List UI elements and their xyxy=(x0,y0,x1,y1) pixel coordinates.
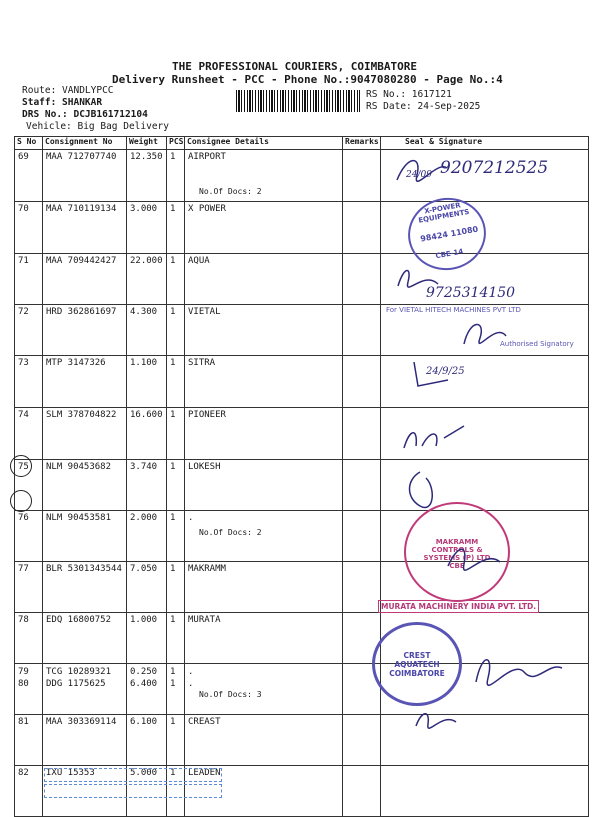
cell-consignment: MAA 709442427 xyxy=(43,254,127,305)
table-row xyxy=(15,202,589,254)
stamp-crest: CREST AQUATECH COIMBATORE xyxy=(372,622,462,706)
cell-remarks xyxy=(343,511,381,562)
cell-pcs: 1 xyxy=(167,305,185,356)
runsheet-table xyxy=(14,136,589,817)
cell-consignee: VIETAL xyxy=(185,305,343,356)
cell-consignment: NLM 90453682 xyxy=(43,460,127,511)
cell-sno: 69 xyxy=(15,150,43,202)
cell-sno: 81 xyxy=(15,715,43,766)
signature-pioneer xyxy=(400,420,470,456)
stamp-murata: MURATA MACHINERY INDIA PVT. LTD. xyxy=(378,600,539,613)
cell-sno: 71 xyxy=(15,254,43,305)
cell-remarks xyxy=(343,254,381,305)
cell-weight: 16.600 xyxy=(127,408,167,460)
col-seal: Seal & Signature xyxy=(381,137,589,150)
cell-consignment: EDQ 16800752 xyxy=(43,613,127,664)
cell-weight: 5.000 xyxy=(127,766,167,817)
table-row xyxy=(15,715,589,766)
stamp-xpower: X-POWER EQUIPMENTS 98424 11080 CBE-14 xyxy=(402,192,491,276)
cell-remarks xyxy=(343,562,381,613)
cell-pcs: 1 xyxy=(167,150,185,202)
cell-consignee: MURATA xyxy=(185,613,343,664)
cell-consignee: X POWER xyxy=(185,202,343,254)
cell-sno: 74 xyxy=(15,408,43,460)
cell-consignment: TCG 10289321 DDG 1175625 xyxy=(43,664,127,715)
cell-pcs: 1 xyxy=(167,408,185,460)
cell-pcs: 1 xyxy=(167,254,185,305)
handwritten-phone-1: 9207212525 xyxy=(440,158,549,178)
cell-consignment: IXU 15353 xyxy=(43,766,127,817)
cell-consignment: HRD 362861697 xyxy=(43,305,127,356)
stamp-vietal: For VIETAL HITECH MACHINES PVT LTD xyxy=(386,306,521,314)
stamp-makramm: MAKRAMM CONTROLS & SYSTEMS (P) LTD CBE xyxy=(404,502,510,602)
cell-remarks xyxy=(343,356,381,408)
stamp-vietal-auth: Authorised Signatory xyxy=(500,340,574,348)
handwritten-circle-75 xyxy=(10,455,32,477)
cell-remarks xyxy=(343,305,381,356)
col-consignment: Consignment No xyxy=(43,137,127,150)
cell-consignee: MAKRAMM xyxy=(185,562,343,613)
cell-pcs: 1 xyxy=(167,613,185,664)
footer-slip-2 xyxy=(44,784,222,798)
cell-consignment: MTP 3147326 xyxy=(43,356,127,408)
signature-airport xyxy=(392,150,452,190)
cell-consignee: LEADEN xyxy=(185,766,343,817)
signature-makramm xyxy=(444,540,504,574)
cell-consignee: AQUA xyxy=(185,254,343,305)
company-name: THE PROFESSIONAL COURIERS, COIMBATORE xyxy=(172,60,418,73)
cell-weight: 3.000 xyxy=(127,202,167,254)
cell-pcs: 1 xyxy=(167,562,185,613)
handwritten-phone-2: 9725314150 xyxy=(426,285,516,301)
cell-consignee: CREAST xyxy=(185,715,343,766)
rs-number: RS No.: 1617121 xyxy=(366,89,452,100)
docs-count: No.Of Docs: 2 xyxy=(199,528,262,537)
runsheet-subtitle: Delivery Runsheet - PCC - Phone No.:9047080280 - Page No.:4 xyxy=(112,73,503,86)
cell-consignee: PIONEER xyxy=(185,408,343,460)
route-label: Route: VANDLYPCC xyxy=(22,85,114,96)
signature-leaden xyxy=(412,706,460,732)
cell-consignee: AIRPORT No.Of Docs: 2 xyxy=(185,150,343,202)
cell-sno: 77 xyxy=(15,562,43,613)
rs-date: RS Date: 24-Sep-2025 xyxy=(366,101,481,112)
cell-remarks xyxy=(343,408,381,460)
table-row xyxy=(15,408,589,460)
cell-weight: 2.000 xyxy=(127,511,167,562)
cell-weight: 6.100 xyxy=(127,715,167,766)
cell-weight: 22.000 xyxy=(127,254,167,305)
docs-count: No.Of Docs: 3 xyxy=(199,690,262,699)
cell-remarks xyxy=(343,202,381,254)
cell-sno: 79 80 xyxy=(15,664,43,715)
vehicle-label: Vehicle: Big Bag Delivery xyxy=(26,121,169,132)
cell-consignee: . No.Of Docs: 2 xyxy=(185,511,343,562)
cell-weight: 3.740 xyxy=(127,460,167,511)
cell-seal xyxy=(381,766,589,817)
cell-pcs: 1 xyxy=(167,715,185,766)
cell-pcs: 1 1 xyxy=(167,664,185,715)
handwritten-circle-76 xyxy=(10,490,32,512)
cell-pcs: 1 xyxy=(167,766,185,817)
cell-consignment: NLM 90453581 xyxy=(43,511,127,562)
cell-pcs: 1 xyxy=(167,511,185,562)
cell-sno: 73 xyxy=(15,356,43,408)
col-sno: S No xyxy=(15,137,43,150)
cell-consignee: . . No.Of Docs: 3 xyxy=(185,664,343,715)
col-consignee: Consignee Details xyxy=(185,137,343,150)
staff-label: Staff: SHANKAR xyxy=(22,97,103,108)
cell-sno: 76 xyxy=(15,511,43,562)
cell-remarks xyxy=(343,460,381,511)
barcode xyxy=(236,90,360,112)
table-row xyxy=(15,356,589,408)
handwritten-date-2: 24/9/25 xyxy=(426,366,465,377)
cell-remarks xyxy=(343,150,381,202)
footer-slip-1 xyxy=(44,768,222,782)
cell-pcs: 1 xyxy=(167,460,185,511)
table-header xyxy=(15,137,589,150)
cell-consignment: MAA 303369114 xyxy=(43,715,127,766)
cell-pcs: 1 xyxy=(167,202,185,254)
col-remarks: Remarks xyxy=(343,137,381,150)
cell-remarks xyxy=(343,766,381,817)
cell-weight: 1.100 xyxy=(127,356,167,408)
cell-consignee: SITRA xyxy=(185,356,343,408)
table-row xyxy=(15,460,589,511)
cell-consignment: MAA 710119134 xyxy=(43,202,127,254)
cell-sno: 70 xyxy=(15,202,43,254)
cell-consignee: LOKESH xyxy=(185,460,343,511)
cell-weight: 7.050 xyxy=(127,562,167,613)
cell-weight: 0.250 6.400 xyxy=(127,664,167,715)
signature-crest xyxy=(468,646,568,690)
drs-label: DRS No.: DCJB161712104 xyxy=(22,109,148,120)
cell-consignment: BLR 5301343544 xyxy=(43,562,127,613)
cell-sno: 72 xyxy=(15,305,43,356)
cell-weight: 1.000 xyxy=(127,613,167,664)
cell-consignment: MAA 712707740 xyxy=(43,150,127,202)
docs-count: No.Of Docs: 2 xyxy=(199,187,262,196)
cell-weight: 12.350 xyxy=(127,150,167,202)
cell-sno: 75 xyxy=(15,460,43,511)
col-weight: Weight xyxy=(127,137,167,150)
cell-sno: 82 xyxy=(15,766,43,817)
col-pcs: PCS xyxy=(167,137,185,150)
cell-weight: 4.300 xyxy=(127,305,167,356)
cell-consignment: SLM 378704822 xyxy=(43,408,127,460)
cell-pcs: 1 xyxy=(167,356,185,408)
handwritten-date-1: 24/09 xyxy=(406,170,432,180)
cell-sno: 78 xyxy=(15,613,43,664)
cell-remarks xyxy=(343,715,381,766)
